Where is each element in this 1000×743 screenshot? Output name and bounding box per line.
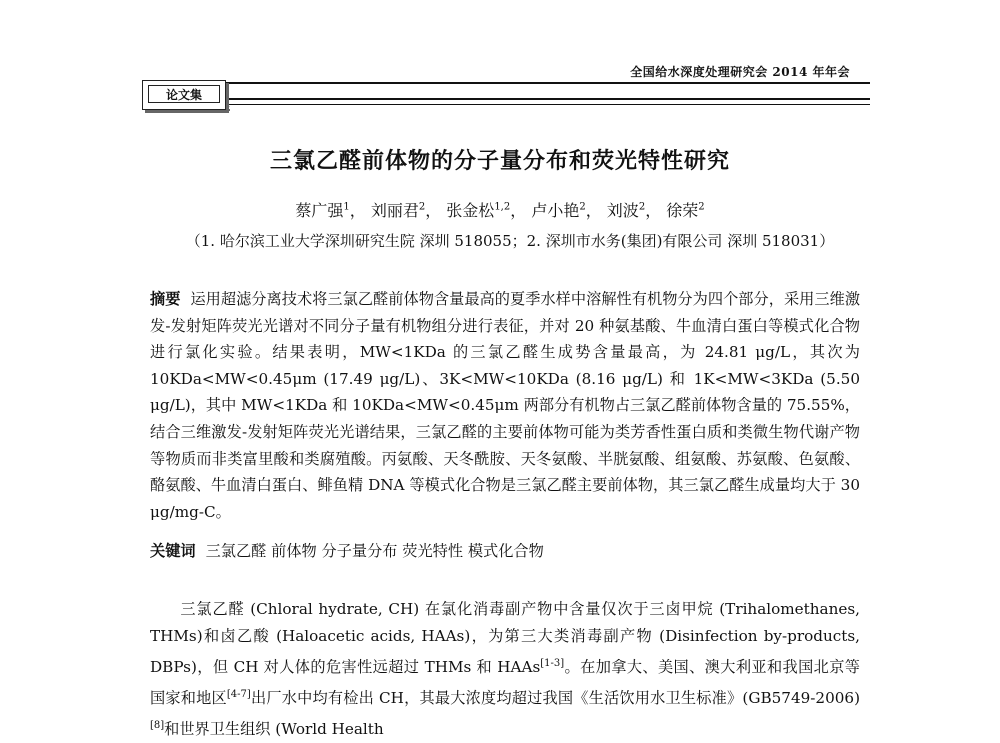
section-tab-label: 论文集 [148, 85, 220, 103]
author: 刘波 [606, 201, 639, 220]
intro-text-2: 。在加拿大、美国、澳大利亚和我国北京等国家和地区 [150, 658, 860, 708]
author: 徐荣 [666, 201, 699, 220]
author: 刘丽君 [370, 201, 419, 220]
author-affiliation-mark: 2 [638, 201, 646, 213]
affiliations: （1. 哈尔滨工业大学深圳研究生院 深圳 518055；2. 深圳市水务(集团)有限公司 深圳 518031） [185, 232, 835, 250]
abstract-text: 运用超滤分离技术将三氯乙醛前体物含量最高的夏季水样中溶解性有机物分为四个部分，采用三维激发-发射矩阵荧光光谱对不同分子量有机物组分进行表征，并对 20 种氨基酸、牛血清白蛋白等模式化合物进行氯化实验。结果表明，MW<1KDa 的三氯乙醛生成势含量最高，为 24.81 μg/L，其次为 10KDa<MW<0.45μm (17.49 μg/L)、3K<MW<10KDa (8.16 μg/L) 和 1K<MW<3KDa (5.50 μg/L)，其中 MW<1KDa 和 10KDa<MW<0.45μm 两部分有机物占三氯乙醛前体物含量的 75.55%，结合三维激发-发射矩阵荧光光谱结果，三氯乙醛的主要前体物可能为类芳香性蛋白质和类微生物代谢产物等物质而非类富里酸和类腐殖酸。丙氨酸、天冬酰胺、天冬氨酸、半胱氨酸、组氨酸、苏氨酸、色氨酸、酪氨酸、牛血清白蛋白、鲱鱼精 DNA 等模式化合物是三氯乙醛主要前体物，其三氯乙醛生成量均大于 30 μg/mg-C。 [150, 290, 861, 521]
abstract-label: 摘要 [150, 290, 181, 308]
author-affiliation-mark: 2 [698, 201, 705, 213]
intro-text-3: 出厂水中均有检出 CH，其最大浓度均超过我国《生活饮用水卫生标准》(GB5749-2006) [250, 689, 861, 708]
citation-ref: [4-7] [226, 689, 251, 701]
author-affiliation-mark: 2 [579, 201, 586, 213]
author-affiliation-mark: 1,2 [494, 201, 511, 213]
keywords-text: 三氯乙醛 前体物 分子量分布 荧光特性 模式化合物 [205, 542, 544, 560]
keywords [150, 538, 860, 564]
author: 卢小艳 [531, 201, 580, 220]
citation-ref: [1-3] [540, 658, 565, 669]
conference-header: 全国给水深度处理研究会 2014 年年会 [630, 65, 850, 79]
intro-paragraph [150, 596, 860, 743]
author-affiliation-mark: 1 [343, 201, 350, 213]
author-affiliation-mark: 2 [418, 201, 426, 213]
keywords-label: 关键词 [150, 542, 196, 560]
section-tab [142, 80, 226, 110]
header-rule-top [224, 82, 870, 84]
intro-text-1: 三氯乙醛 (Chloral hydrate, CH) 在氯化消毒副产物中含量仅次于三卤甲烷 (Trihalomethanes, THMs)和卤乙酸 (Haloacetic acids, HAAs)，为第三大类消毒副产物 (Disinfection by-products, DBPs)，但 CH 对人体的危害性远超过 THMs 和 HAAs [150, 600, 860, 677]
author: 蔡广强 [295, 201, 344, 220]
header-rule-bottom [224, 104, 870, 105]
abstract [150, 286, 860, 525]
header-rule-mid [224, 98, 870, 100]
citation-ref: [8] [150, 720, 165, 732]
author: 张金松 [446, 201, 495, 220]
intro-text-4: 和世界卫生组织 (World Health [164, 720, 384, 739]
author-list: 蔡广强$^1$， 刘丽君$^2$， 张金松$^{1,2}$， 卢小艳$^2$， 刘波$^2$， 徐荣$^2$ [295, 201, 705, 220]
paper-title: 三氯乙醛前体物的分子量分布和荧光特性研究 [269, 148, 730, 174]
